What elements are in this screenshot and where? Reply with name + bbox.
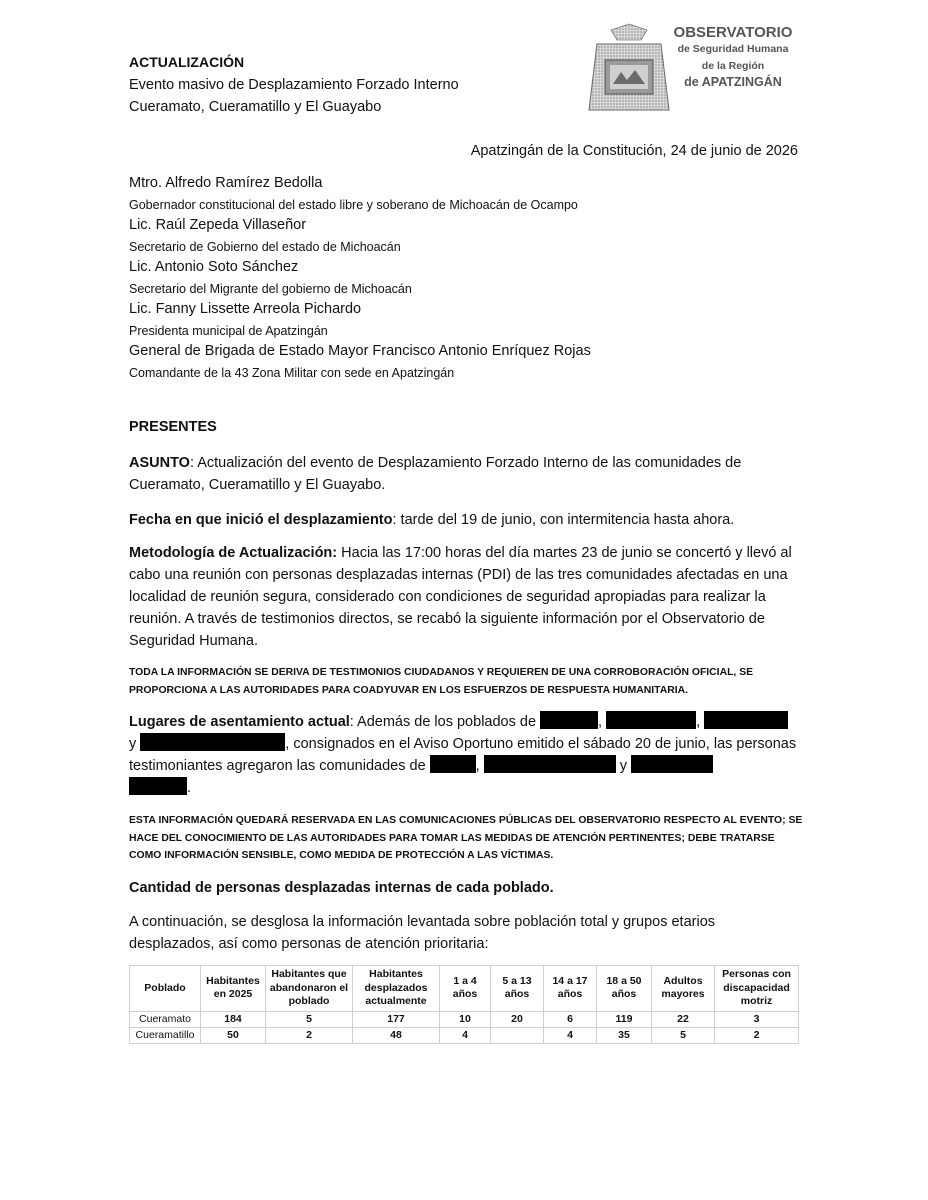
lugares-text-2: , consignados en el Aviso Oportuno emitido el sábado 20 de junio, las personas testimoniantes agregaron las comunidades de [129,736,797,774]
table-header: Personas con discapacidad motriz [715,966,799,1012]
separator: , [598,714,603,730]
table-row [130,1027,799,1043]
table-cell: 3 [715,1011,799,1027]
table-header: Habitantes en 2025 [201,966,266,1012]
lugares-paragraph [129,711,801,799]
separator: y [129,736,137,752]
seal-icon [583,22,675,114]
separator: . [187,780,192,796]
table-header: Habitantes desplazados actualmente [353,966,440,1012]
table-header: 14 a 17 años [544,966,597,1012]
addressee-role: Comandante de la 43 Zona Militar con sede en Apatzingán [129,366,455,380]
document-title: ACTUALIZACIÓN [129,54,245,70]
observatorio-logo [583,22,793,114]
logo-line-1: OBSERVATORIO [673,24,793,41]
fecha-paragraph [129,509,801,531]
table-cell: 35 [597,1027,652,1043]
table-cell: 50 [201,1027,266,1043]
separator: , [475,758,480,774]
notice-reserva: ESTA INFORMACIÓN QUEDARÁ RESERVADA EN LAS COMUNICACIONES PÚBLICAS DEL OBSERVATORIO RESPECTO AL EVENTO; SE HACE DEL CONOCIMIENTO DE LAS AUTORIDADES PARA TOMAR LAS MEDIDAS DE ATENCIÓN PERTINENTES; DEBE TRATARSE COMO INFORMACIÓN SENSIBLE, COMO MEDIDA DE PROTECCIÓN A LAS VÍCTIMAS. [129,815,803,861]
redacted-block [430,755,476,773]
fecha-text: : tarde del 19 de junio, con intermitencia hasta ahora. [392,512,735,528]
addressee-name: Mtro. Alfredo Ramírez Bedolla [129,175,323,191]
table-header: Adultos mayores [652,966,715,1012]
table-cell: 184 [201,1011,266,1027]
table-cell: 48 [353,1027,440,1043]
addressee-role: Secretario de Gobierno del estado de Michoacán [129,240,401,254]
asunto-label: ASUNTO [129,455,190,471]
table-header: Habitantes que abandonaron el poblado [266,966,353,1012]
table-cell: 10 [440,1011,491,1027]
addressee-role: Secretario del Migrante del gobierno de Michoacán [129,282,412,296]
addressee-name: Lic. Raúl Zepeda Villaseñor [129,217,307,233]
addressee-name: Lic. Antonio Soto Sánchez [129,259,299,275]
cantidad-heading: Cantidad de personas desplazadas internas de cada poblado. [129,880,554,896]
redacted-block [704,711,788,729]
metodologia-label: Metodología de Actualización: [129,545,338,561]
table-header: Poblado [130,966,201,1012]
cantidad-intro: A continuación, se desglosa la información levantada sobre población total y grupos etarios desplazados, así como personas de atención prioritaria: [129,914,716,952]
document-subtitle: Evento masivo de Desplazamiento Forzado Interno [129,77,459,93]
table-row [130,1011,799,1027]
separator: y [619,758,627,774]
logo-line-3: de la Región [701,60,765,72]
metodologia-paragraph [129,542,801,652]
document-date: Apatzingán de la Constitución, 24 de junio de 2026 [470,143,798,159]
table-cell: 22 [652,1011,715,1027]
addressee-role: Presidenta municipal de Apatzingán [129,324,328,338]
asunto-paragraph [129,452,801,496]
table-cell: 177 [353,1011,440,1027]
lugares-label: Lugares de asentamiento actual [129,714,350,730]
logo-line-4: de APATZINGÁN [684,75,782,89]
redacted-block [540,711,598,729]
addressee-role: Gobernador constitucional del estado libre y soberano de Michoacán de Ocampo [129,198,578,212]
table-cell: 20 [491,1011,544,1027]
notice-testimonios: TODA LA INFORMACIÓN SE DERIVA DE TESTIMONIOS CIUDADANOS Y REQUIEREN DE UNA CORROBORACIÓN OFICIAL, SE PROPORCIONA A LAS AUTORIDADES PARA COADYUVAR EN LOS ESFUERZOS DE RESPUESTA HUMANITARIA. [129,667,754,696]
lugares-text-1: : Además de los poblados de [349,714,541,730]
displacement-table [129,965,799,1044]
redacted-block [606,711,696,729]
table-header-row [130,966,799,1012]
salutation-heading: PRESENTES [129,419,217,435]
separator: , [696,714,701,730]
metodologia-text: Hacia las 17:00 horas del día martes 23 de junio se concertó y llevó al cabo una reunión con personas desplazadas internas (PDI) de las tres comunidades afectadas en una localidad de reunión segura, considerado con condiciones de seguridad apropiadas para realizar la reunión. A través de testimonios directos, se recabó la siguiente información por el Observatorio de Seguridad Humana. [129,545,792,649]
table-cell: 2 [266,1027,353,1043]
table-cell [491,1027,544,1043]
redacted-block [129,777,187,795]
table-header: 18 a 50 años [597,966,652,1012]
logo-line-2: de Seguridad Humana [677,43,789,55]
table-cell: 4 [544,1027,597,1043]
table-cell: 119 [597,1011,652,1027]
addressee-name: General de Brigada de Estado Mayor Francisco Antonio Enríquez Rojas [129,343,591,359]
addressee-name: Lic. Fanny Lissette Arreola Pichardo [129,301,362,317]
redacted-block [484,755,616,773]
table-cell: 5 [266,1011,353,1027]
table-cell: 4 [440,1027,491,1043]
table-cell: 5 [652,1027,715,1043]
redacted-block [631,755,713,773]
table-cell: Cueramato [130,1011,201,1027]
fecha-label: Fecha en que inició el desplazamiento [129,512,393,528]
table-cell: 2 [715,1027,799,1043]
table-header: 5 a 13 años [491,966,544,1012]
table-cell: 6 [544,1011,597,1027]
table-header: 1 a 4 años [440,966,491,1012]
asunto-text: : Actualización del evento de Desplazamiento Forzado Interno de las comunidades de Cueramato, Cueramatillo y El Guayabo. [129,455,742,493]
table-cell: Cueramatillo [130,1027,201,1043]
redacted-block [140,733,285,751]
document-communities: Cueramato, Cueramatillo y El Guayabo [129,99,382,115]
